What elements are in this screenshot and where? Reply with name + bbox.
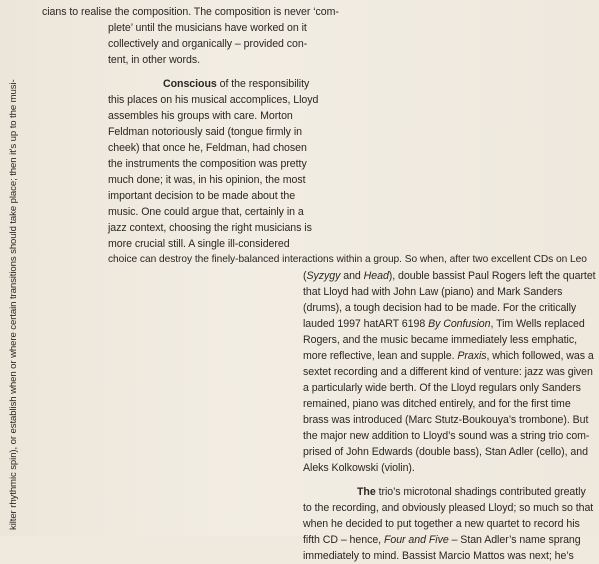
text-line: that Lloyd had with John Law (piano) and Mark Sanders — [303, 286, 563, 298]
text-line: sextet recording and a different kind of venture: jazz was given — [303, 366, 593, 378]
text-line: prised of John Edwards (double bass), Stan Adler (cello), and — [303, 446, 588, 458]
margin-vertical-text: kilter rhythmic spin), or establish when or where certain transitions should take place; then it's up to the musi- — [8, 79, 19, 530]
text-line: much done; it was, in his opinion, the most — [108, 174, 306, 186]
text-line: jazz context, choosing the right musicians is — [108, 222, 312, 234]
text-line: (Syzygy and Head), double bassist Paul Rogers left the quartet — [303, 270, 596, 282]
text-line: assembles his groups with care. Morton — [108, 110, 293, 122]
text-line: lauded 1997 hatART 6198 By Confusion, Tim Wells replaced — [303, 318, 585, 330]
text-line: when he decided to put together a new quartet to record his — [303, 518, 580, 530]
text-line: this places on his musical accomplices, Lloyd — [108, 94, 319, 106]
text-line: to the recording, and obviously pleased Lloyd; so much so that — [303, 502, 594, 514]
text-line: remained, piano was ditched entirely, and for the first time — [303, 398, 571, 410]
text-line: brass was introduced (Marc Stutz-Boukouya’s trombone). But — [303, 414, 589, 426]
text-line: (drums), a tough decision had to be made. For the critically — [303, 302, 577, 314]
text-line: The trio’s microtonal shadings contributed greatly — [357, 486, 586, 498]
text-line: collectively and organically – provided con- — [108, 38, 308, 50]
text-line: the instruments the composition was pretty — [108, 158, 307, 170]
text-line: more reflective, lean and supple. Praxis, which followed, was a — [303, 350, 594, 362]
text-line: cheek) that once he, Feldman, had chosen — [108, 142, 307, 154]
text-line: music. One could argue that, certainly in a — [108, 206, 304, 218]
text-line: fifth CD – hence, Four and Five – Stan Adler’s name sprang — [303, 534, 581, 546]
text-line: choice can destroy the finely-balanced interactions within a group. So when, after two excellent CDs on Leo — [108, 254, 587, 265]
text-line: immediately to mind. Bassist Marcio Mattos was next; he’s — [303, 550, 574, 562]
text-line: a particularly wide berth. Of the Lloyd regulars only Sanders — [303, 382, 581, 394]
text-line: Aleks Kolkowski (violin). — [303, 462, 415, 474]
paragraph-lead-word: The — [357, 486, 376, 498]
text-line: important decision to be made about the — [108, 190, 296, 202]
text-line: the major new addition to Lloyd’s sound was a string trio com- — [303, 430, 590, 442]
text-line: Conscious of the responsibility — [163, 78, 310, 90]
text-line: Rogers, and the music became immediately less emphatic, — [303, 334, 577, 346]
text-line: plete’ until the musicians have worked on it — [108, 22, 307, 34]
text-line: cians to realise the composition. The composition is never ‘com- — [42, 6, 339, 18]
text-line: Feldman notoriously said (tongue firmly in — [108, 126, 302, 138]
paragraph-lead-word: Conscious — [163, 78, 217, 90]
text-line: tent, in other words. — [108, 54, 200, 66]
text-line: more crucial still. A single ill-considered — [108, 238, 290, 250]
